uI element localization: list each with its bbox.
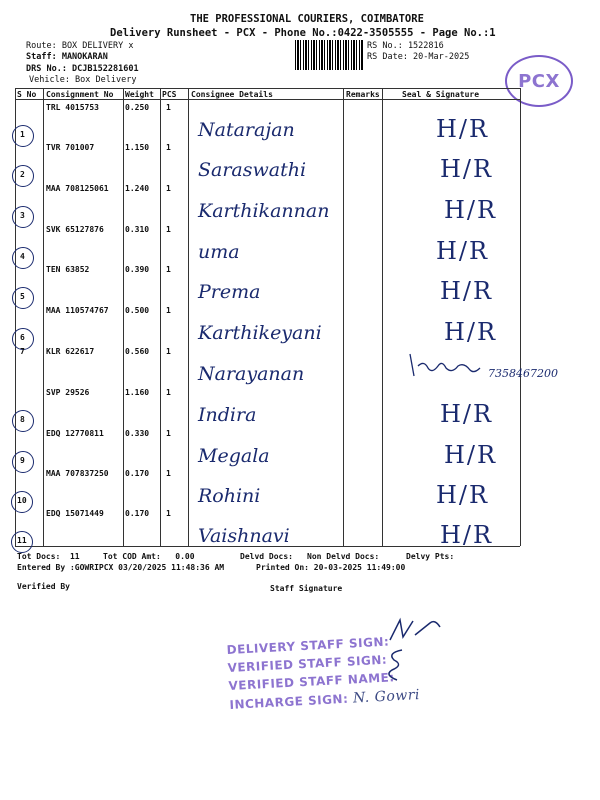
- row-pcs: 1: [166, 184, 171, 193]
- row-sno: 3: [20, 211, 25, 220]
- rs-date: RS Date: 20-Mar-2025: [367, 52, 470, 62]
- tot-cod: Tot COD Amt: 0.00: [103, 552, 195, 561]
- verified-sign-scribble: [382, 645, 412, 685]
- col-sep: [343, 88, 344, 546]
- row-consignee-handwritten: Karthikeyani: [198, 322, 322, 344]
- table-top-rule: [15, 88, 520, 89]
- row-sno: 6: [20, 333, 25, 342]
- row-consignment-no: TEN 63852: [46, 265, 90, 274]
- row-sno: 11: [17, 536, 27, 545]
- row-weight: 0.390: [125, 265, 150, 274]
- row-consignee-handwritten: uma: [198, 241, 240, 263]
- row-pcs: 1: [166, 225, 171, 234]
- row-consignment-no: MAA 707837250: [46, 469, 109, 478]
- col-header-consignment: Consignment No: [46, 90, 114, 99]
- col-sep: [160, 88, 161, 546]
- row-consignment-no: SVP 29526: [46, 388, 90, 397]
- row-consignee-handwritten: Megala: [198, 445, 270, 467]
- delvd-docs: Delvd Docs:: [240, 552, 293, 561]
- row-consignment-no: SVK 65127876: [46, 225, 104, 234]
- row-pcs: 1: [166, 347, 171, 356]
- row-consignment-no: MAA 110574767: [46, 306, 109, 315]
- row-sno: 8: [20, 415, 25, 424]
- printed-on: Printed On: 20-03-2025 11:49:00: [256, 563, 406, 572]
- row-consignee-handwritten: Rohini: [198, 485, 261, 507]
- col-sep: [15, 88, 16, 546]
- row-pcs: 1: [166, 469, 171, 478]
- row-pcs: 1: [166, 509, 171, 518]
- row-consignment-no: EDQ 15071449: [46, 509, 104, 518]
- rs-number: RS No.: 1522816: [367, 41, 444, 51]
- vehicle-label: Vehicle: Box Delivery: [29, 75, 137, 85]
- row-consignee-handwritten: Prema: [198, 281, 261, 303]
- row-weight: 1.150: [125, 143, 150, 152]
- staff-signature: Staff Signature: [270, 584, 343, 593]
- row-seal-phone: 7358467200: [488, 367, 558, 380]
- staff-label: Staff: MANOKARAN: [26, 52, 108, 62]
- row-seal-hr: H/R: [436, 481, 490, 509]
- col-sep: [123, 88, 124, 546]
- row-seal-hr: H/R: [440, 521, 494, 549]
- row-sno: 2: [20, 170, 25, 179]
- tot-docs: Tot Docs: 11: [17, 552, 80, 561]
- row-seal-hr: H/R: [440, 277, 494, 305]
- row-consignment-no: MAA 708125061: [46, 184, 109, 193]
- row-weight: 0.250: [125, 103, 150, 112]
- col-header-pcs: PCS: [162, 90, 177, 99]
- col-header-sno: S No: [17, 90, 37, 99]
- row-pcs: 1: [166, 103, 171, 112]
- row-weight: 0.170: [125, 509, 150, 518]
- delvy-pts: Delvy Pts:: [406, 552, 455, 561]
- row-weight: 0.170: [125, 469, 150, 478]
- stamp-line-verified-name: VERIFIED STAFF NAME:: [228, 670, 395, 693]
- row-seal-hr: H/R: [440, 155, 494, 183]
- col-sep: [382, 88, 383, 546]
- col-header-weight: Weight: [125, 90, 154, 99]
- row-sno: 10: [17, 496, 27, 505]
- row-pcs: 1: [166, 429, 171, 438]
- route-label: Route: BOX DELIVERY x: [26, 41, 134, 51]
- row-consignment-no: KLR 622617: [46, 347, 95, 356]
- row-weight: 1.160: [125, 388, 150, 397]
- row-weight: 0.310: [125, 225, 150, 234]
- non-delvd-docs: Non Delvd Docs:: [307, 552, 380, 561]
- row-seal-hr: H/R: [436, 115, 490, 143]
- row-pcs: 1: [166, 306, 171, 315]
- drs-label: DRS No.: DCJB152281601: [26, 64, 139, 74]
- row-sno: 1: [20, 130, 25, 139]
- incharge-signature: N. Gowri: [352, 686, 421, 707]
- row-seal-hr: H/R: [436, 237, 490, 265]
- row-consignee-handwritten: Vaishnavi: [198, 525, 290, 547]
- row-seal-hr: H/R: [444, 196, 498, 224]
- row-weight: 0.560: [125, 347, 150, 356]
- col-header-consignee: Consignee Details: [191, 90, 273, 99]
- row-pcs: 1: [166, 265, 171, 274]
- col-header-seal: Seal & Signature: [402, 90, 480, 99]
- row-seal-hr: H/R: [440, 400, 494, 428]
- row-weight: 0.500: [125, 306, 150, 315]
- staff-sign-scribble: [385, 615, 445, 645]
- col-header-remarks: Remarks: [346, 90, 380, 99]
- col-sep: [43, 88, 44, 546]
- row-pcs: 1: [166, 143, 171, 152]
- row-consignee-handwritten: Karthikannan: [198, 200, 330, 222]
- row-sno: 7: [20, 347, 25, 356]
- row-sno: 9: [20, 456, 25, 465]
- row-consignee-handwritten: Saraswathi: [198, 159, 307, 181]
- col-sep: [188, 88, 189, 546]
- table-header-rule: [15, 99, 520, 100]
- row-pcs: 1: [166, 388, 171, 397]
- row-seal-hr: H/R: [444, 441, 498, 469]
- entered-by: Entered By :GOWRIPCX 03/20/2025 11:48:36 AM: [17, 563, 225, 572]
- stamp-line-delivery: DELIVERY STAFF SIGN:: [226, 634, 390, 658]
- barcode-image: [295, 40, 363, 70]
- row-weight: 0.330: [125, 429, 150, 438]
- row-consignment-no: TRL 4015753: [46, 103, 99, 112]
- runsheet-subtitle: Delivery Runsheet - PCX - Phone No.:0422-3505555 - Page No.:1: [110, 27, 496, 39]
- row-seal-hr: H/R: [444, 318, 498, 346]
- col-sep: [520, 88, 521, 546]
- company-title: THE PROFESSIONAL COURIERS, COIMBATORE: [190, 13, 424, 25]
- row-consignee-handwritten: Indira: [198, 404, 257, 426]
- row-consignee-handwritten: Narayanan: [198, 363, 305, 385]
- stamp-incharge-label: INCHARGE SIGN:: [229, 691, 349, 712]
- row-sno: 5: [20, 292, 25, 301]
- stamp-line-verified-sign: VERIFIED STAFF SIGN:: [227, 652, 388, 675]
- row-weight: 1.240: [125, 184, 150, 193]
- verified-by: Verified By: [17, 582, 70, 591]
- row-consignment-no: TVR 701007: [46, 143, 95, 152]
- row-consignee-handwritten: Natarajan: [198, 119, 295, 141]
- receiver-signature-scribble: [402, 352, 482, 382]
- row-consignment-no: EDQ 12770811: [46, 429, 104, 438]
- row-sno: 4: [20, 252, 25, 261]
- pcx-stamp-text: PCX: [518, 70, 560, 92]
